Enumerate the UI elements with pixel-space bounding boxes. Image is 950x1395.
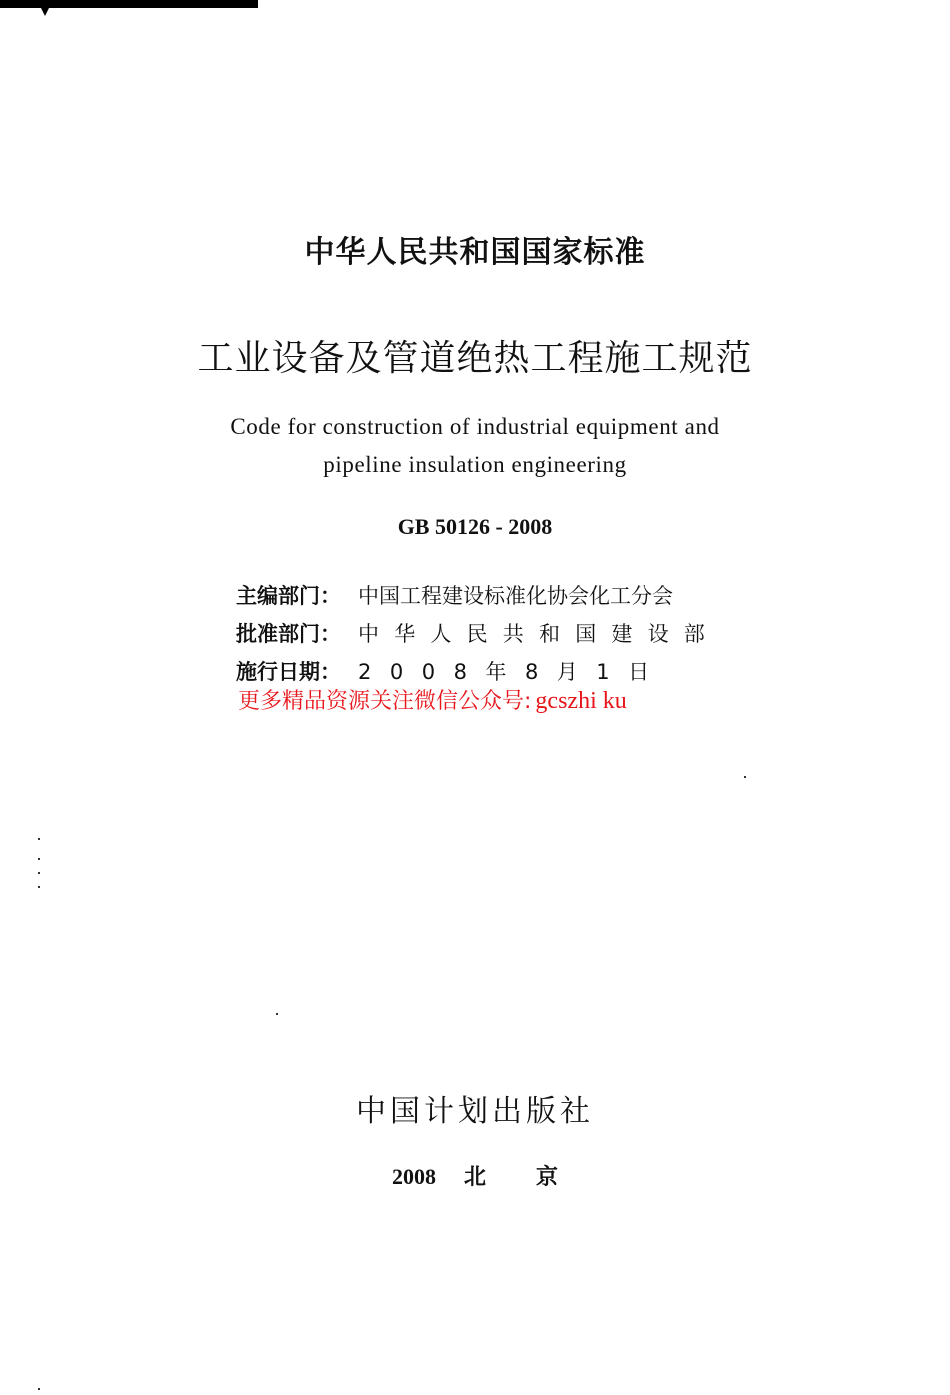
document-title-english [0,408,950,484]
approver-label: 批准部门： [236,622,341,646]
effective-date-label: 施行日期： [236,660,341,684]
publication-city-char-2: 京 [536,1164,559,1189]
scan-artifact-dot [38,858,40,860]
english-title-line-1: Code for construction of industrial equipment and [230,414,720,439]
scan-artifact-dot [38,872,40,874]
publication-city-char-1: 北 [463,1164,486,1189]
scan-artifact-dot [276,1013,278,1015]
editor-row [236,580,756,618]
publication-year: 2008 [391,1164,436,1189]
watermark-handle: gcszhi ku [535,688,627,714]
editor-label: 主编部门： [236,584,341,608]
scan-artifact-mark [40,6,50,16]
publication-place [0,1160,950,1191]
scan-artifact-dot [38,886,40,888]
approver-value: 中华人民共和国建设部 [358,622,720,646]
standard-number: GB 50126 - 2008 [397,514,553,539]
scan-artifact-dot [744,776,746,778]
national-standard-heading: 中华人民共和国国家标准 [304,235,646,270]
approver-row [236,618,756,656]
document-title-chinese: 工业设备及管道绝热工程施工规范 [197,338,753,379]
publisher-name: 中国计划出版社 [356,1094,594,1129]
scan-artifact-dot [38,838,40,840]
watermark-text: 更多精品资源关注微信公众号: [238,689,532,714]
watermark-notice [238,684,627,715]
publication-info [236,580,756,694]
effective-date-value: 2008年8月1日 [358,660,668,684]
editor-value: 中国工程建设标准化协会化工分会 [358,584,673,608]
scan-artifact-dot [38,1388,40,1390]
english-title-line-2: pipeline insulation engineering [323,452,627,477]
scan-artifact-bar [0,0,258,8]
